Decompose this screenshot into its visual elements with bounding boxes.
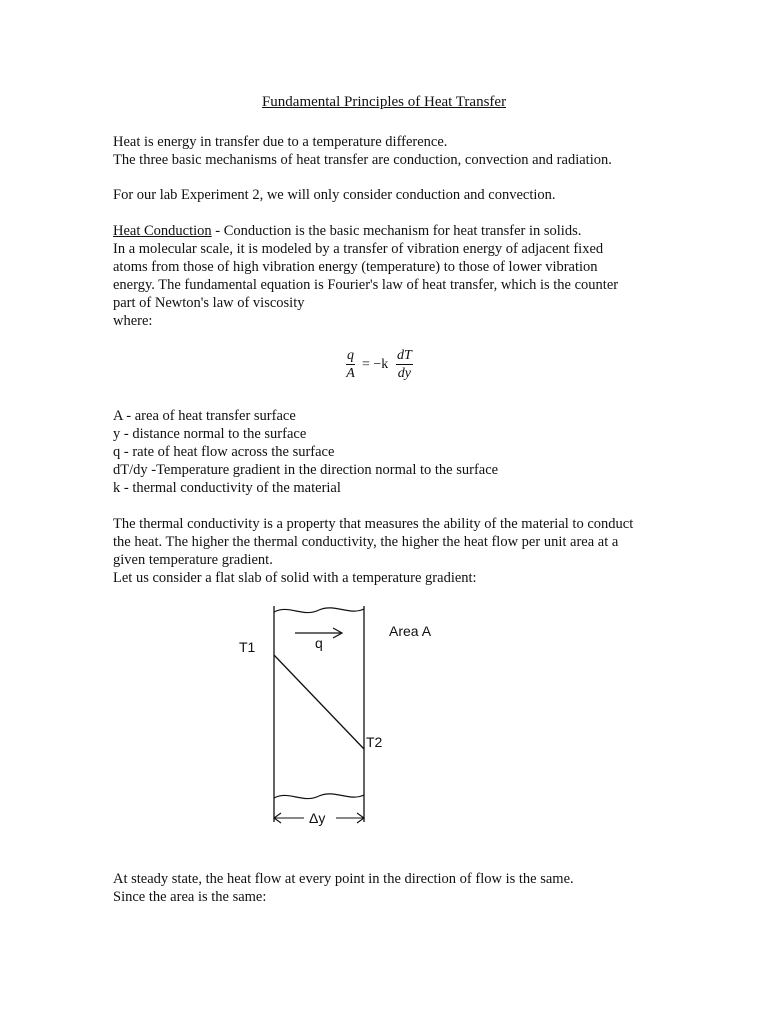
definition-area: A - area of heat transfer surface [113,408,296,424]
conduction-heading-rest: - Conduction is the basic mechanism for heat transfer in solids. [211,223,582,239]
intro-line-1: Heat is energy in transfer due to a temperature difference. [113,134,448,150]
definition-conductivity: k - thermal conductivity of the material [113,480,341,496]
definition-gradient: dT/dy -Temperature gradient in the direction normal to the surface [113,462,499,478]
conductivity-line-1: The thermal conductivity is a property that measures the ability of the material to conduct [113,516,634,532]
closing-line-1: At steady state, the heat flow at every point in the direction of flow is the same. [113,871,574,887]
conduction-line-2: atoms from those of high vibration energy (temperature) to those of lower vibration [113,259,598,275]
document-title: Fundamental Principles of Heat Transfer [261,94,507,110]
conduction-line-3: energy. The fundamental equation is Fourier's law of heat transfer, which is the counter [113,277,619,293]
label-area: Area A [389,623,432,639]
lhs-denominator: A [346,366,355,381]
fourier-law-equation [340,344,430,388]
conduction-line-5: where: [113,313,153,329]
closing-line-2: Since the area is the same: [113,889,267,905]
conduction-line-1: In a molecular scale, it is modeled by a transfer of vibration energy of adjacent fixed [113,241,604,257]
slab-bottom-break [274,794,364,799]
conduction-heading-line [113,222,581,240]
intro-line-2: The three basic mechanisms of heat transfer are conduction, convection and radiation. [113,152,612,168]
definition-distance: y - distance normal to the surface [113,426,307,442]
lab-note: For our lab Experiment 2, we will only consider conduction and convection. [113,187,556,203]
label-t1: T1 [239,639,256,655]
conductivity-line-2: the heat. The higher the thermal conductivity, the higher the heat flow per unit area at a [113,534,619,550]
label-q: q [315,635,323,651]
definition-heat-rate: q - rate of heat flow across the surface [113,444,335,460]
rhs-numerator: dT [397,348,412,363]
slab-top-break [274,608,364,613]
conduction-line-4: part of Newton's law of viscosity [113,295,305,311]
equation-middle: = −k [362,357,389,372]
conductivity-line-4: Let us consider a flat slab of solid with a temperature gradient: [113,570,477,586]
conduction-heading: Heat Conduction [113,223,212,239]
rhs-fraction [396,348,413,382]
label-t2: T2 [366,734,383,750]
rhs-denominator: dy [397,366,411,381]
label-delta-y: Δy [309,810,326,826]
temperature-profile-line [274,655,364,749]
lhs-fraction [346,348,355,382]
conductivity-line-3: given temperature gradient. [113,552,273,568]
slab-diagram [225,600,455,835]
lhs-numerator: q [347,348,354,363]
